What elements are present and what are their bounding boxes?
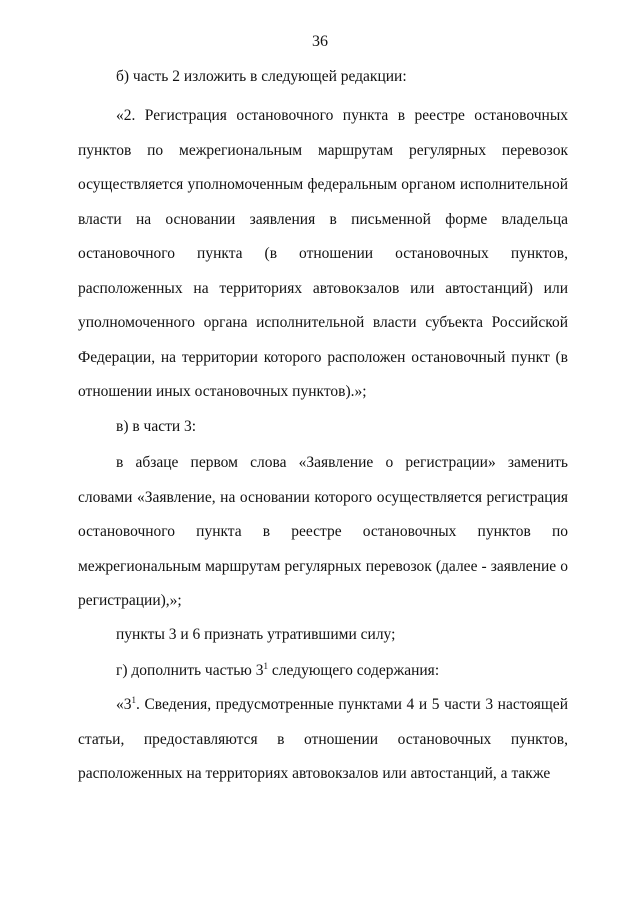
superscript-index: 1 [131, 695, 136, 705]
paragraph-part-3-replacement: в абзаце первом слова «Заявление о регистрации» заменить словами «Заявление, на основании которого осуществляется регистрация остановочного пункта в реестре остановочных пунктов по межрегиональным маршрутам регулярных перевозок (далее - заявление о регистрации),»; [78, 454, 568, 609]
paragraph-part-3-1-text [78, 688, 568, 792]
paragraph-points-void: пункты 3 и 6 признать утратившими силу; [116, 626, 396, 643]
paragraph-part-3-1-heading-start: г) дополнить частью 3 [116, 662, 264, 679]
paragraph-part-3-1-heading-end: следующего содержания: [268, 662, 440, 679]
paragraph-part-2-heading: б) часть 2 изложить в следующей редакции: [116, 68, 407, 85]
paragraph-part-2-text: «2. Регистрация остановочного пункта в реестре остановочных пунктов по межрегиональным маршрутам регулярных перевозок осуществляется уполномоченным федеральным органом исполнительной власти на основании заявления в письменной форме владельца остановочного пункта (в отношении остановочных пунктов, расположенных на территориях автовокзалов или автостанций) или уполномоченного органа исполнительной власти субъекта Российской Федерации, на территории которого расположен остановочный пункт (в отношении иных остановочных пунктов).»; [78, 107, 568, 400]
paragraph-part-3-1-heading [78, 654, 568, 689]
page-number: 36 [312, 33, 328, 50]
superscript-index: 1 [263, 661, 269, 671]
paragraph-part-3-heading: в) в части 3: [116, 418, 197, 435]
paragraph-part-3-1-text-body: . Сведения, предусмотренные пунктами 4 и 5 части 3 настоящей статьи, предоставляются в отношении остановочных пунктов, расположенных на территориях автовокзалов или автостанций, а также [78, 696, 568, 782]
paragraph-part-3-1-text-start: «3 [116, 696, 132, 713]
